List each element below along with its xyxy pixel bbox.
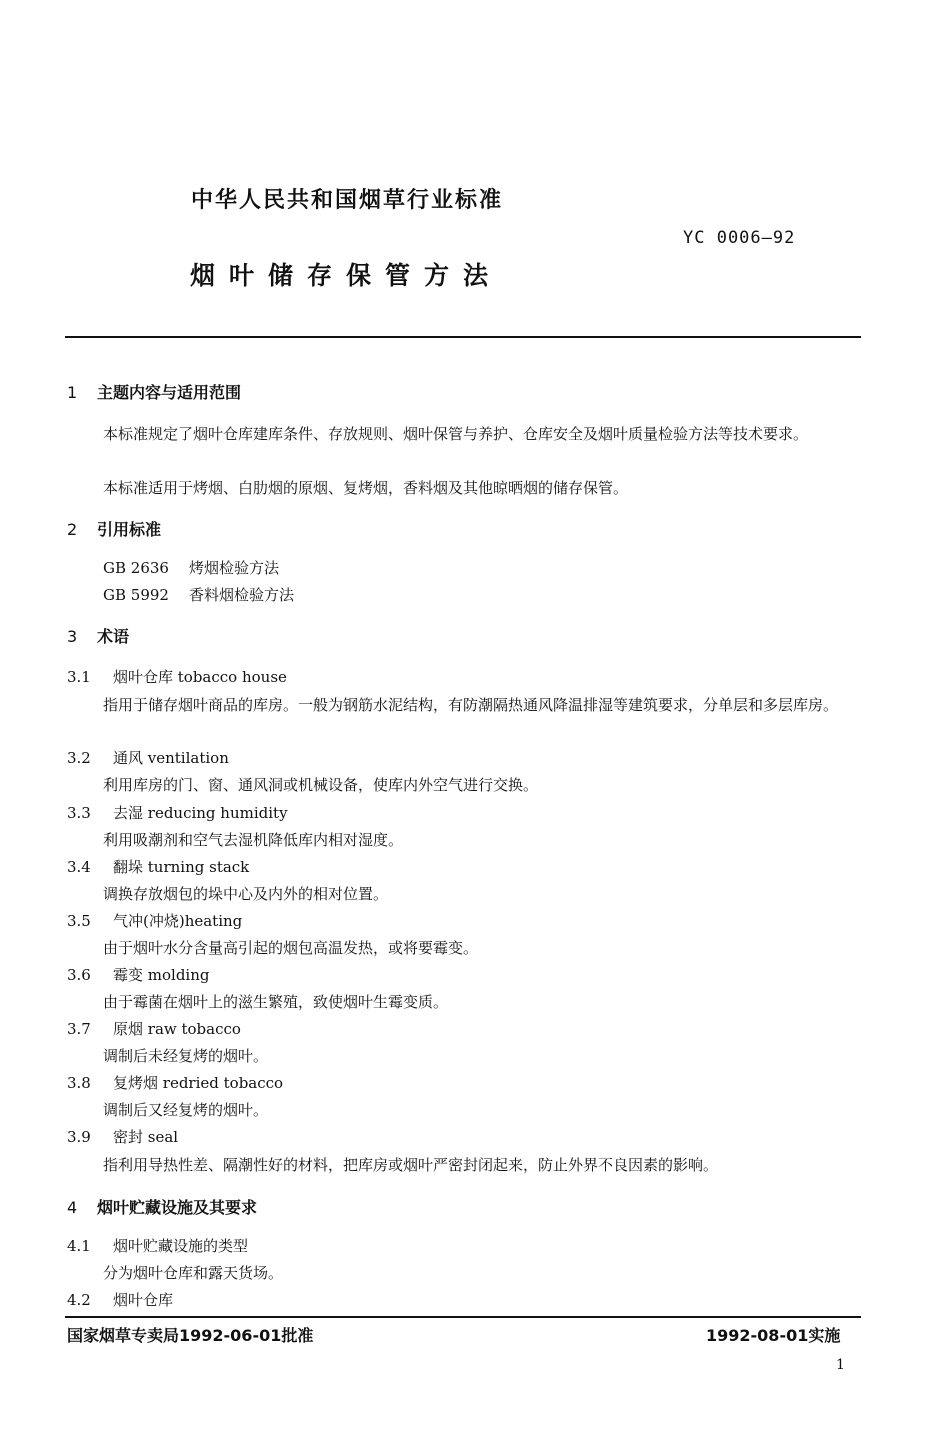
section-number: 2	[67, 520, 78, 539]
effective-date: 1992-08-01实施	[706, 1326, 841, 1345]
subsection-number: 4.2	[67, 1291, 91, 1309]
section-2-heading	[67, 517, 161, 540]
term-number: 3.5	[67, 912, 91, 930]
term-name: 翻垛 turning stack	[113, 858, 250, 876]
reference-code: GB 2636	[103, 559, 169, 577]
reference-item	[103, 584, 294, 605]
term-definition: 由于霉菌在烟叶上的滋生繁殖，致使烟叶生霉变质。	[103, 993, 449, 1011]
term-number: 3.2	[67, 749, 91, 767]
term-heading	[67, 666, 287, 687]
term-heading	[67, 856, 249, 877]
section-1-para-2: 本标准适用于烤烟、白肋烟的原烟、复烤烟，香料烟及其他晾晒烟的储存保管。	[103, 479, 629, 497]
section-title: 引用标准	[97, 520, 162, 539]
term-heading	[67, 1018, 241, 1039]
section-4-heading	[67, 1195, 257, 1218]
section-1-para-1: 本标准规定了烟叶仓库建库条件、存放规则、烟叶保管与养护、仓库安全及烟叶质量检验方法等技术要求。	[103, 425, 809, 443]
subsection-text: 分为烟叶仓库和露天货场。	[103, 1264, 284, 1282]
subsection-title: 烟叶仓库	[113, 1291, 174, 1309]
term-definition: 利用库房的门、窗、通风洞或机械设备，使库内外空气进行交换。	[103, 776, 539, 794]
term-name: 原烟 raw tobacco	[113, 1020, 241, 1038]
term-heading	[67, 964, 209, 985]
term-number: 3.7	[67, 1020, 91, 1038]
term-definition: 调换存放烟包的垛中心及内外的相对位置。	[103, 885, 389, 903]
term-definition: 调制后又经复烤的烟叶。	[103, 1101, 269, 1119]
section-3-heading	[67, 624, 129, 647]
term-number: 3.4	[67, 858, 91, 876]
term-heading	[67, 802, 288, 823]
term-heading	[67, 747, 229, 768]
reference-title: 烤烟检验方法	[189, 559, 280, 577]
footer-divider	[65, 1316, 861, 1318]
term-definition: 指利用导热性差、隔潮性好的材料，把库房或烟叶严密封闭起来，防止外界不良因素的影响。	[103, 1156, 719, 1174]
term-number: 3.9	[67, 1128, 91, 1146]
term-definition: 利用吸潮剂和空气去湿机降低库内相对湿度。	[103, 831, 404, 849]
subsection-number: 4.1	[67, 1237, 91, 1255]
term-heading	[67, 1126, 178, 1147]
document-title: 烟叶储存保管方法	[190, 261, 503, 290]
reference-code: GB 5992	[103, 586, 169, 604]
header-divider	[65, 336, 861, 338]
section-title: 术语	[97, 627, 130, 646]
term-number: 3.1	[67, 668, 91, 686]
section-title: 烟叶贮藏设施及其要求	[97, 1198, 258, 1217]
reference-title: 香料烟检验方法	[189, 586, 295, 604]
term-name: 密封 seal	[113, 1128, 179, 1146]
standard-title: 中华人民共和国烟草行业标准	[191, 188, 504, 213]
term-name: 气冲(冲烧)heating	[113, 912, 243, 930]
approval-date: 国家烟草专卖局1992-06-01批准	[67, 1326, 314, 1345]
term-number: 3.3	[67, 804, 91, 822]
term-name: 去湿 reducing humidity	[113, 804, 288, 822]
section-number: 3	[67, 627, 78, 646]
term-number: 3.6	[67, 966, 91, 984]
subsection-heading	[67, 1289, 173, 1310]
term-definition: 指用于储存烟叶商品的库房。一般为钢筋水泥结构，有防潮隔热通风降温排湿等建筑要求，分单层和多层库房。	[103, 696, 839, 714]
term-name: 复烤烟 redried tobacco	[113, 1074, 284, 1092]
term-heading	[67, 910, 242, 931]
section-number: 4	[67, 1198, 78, 1217]
term-name: 霉变 molding	[113, 966, 210, 984]
section-title: 主题内容与适用范围	[97, 383, 242, 402]
subsection-heading	[67, 1235, 248, 1256]
page-number: 1	[836, 1357, 845, 1373]
subsection-title: 烟叶贮藏设施的类型	[113, 1237, 249, 1255]
term-name: 烟叶仓库 tobacco house	[113, 668, 287, 686]
reference-item	[103, 557, 279, 578]
standard-code: YC 0006—92	[683, 228, 796, 248]
term-definition: 由于烟叶水分含量高引起的烟包高温发热，或将要霉变。	[103, 939, 479, 957]
term-number: 3.8	[67, 1074, 91, 1092]
term-definition: 调制后未经复烤的烟叶。	[103, 1047, 269, 1065]
section-1-heading	[67, 380, 241, 403]
section-number: 1	[67, 383, 78, 402]
term-heading	[67, 1072, 283, 1093]
term-name: 通风 ventilation	[113, 749, 229, 767]
